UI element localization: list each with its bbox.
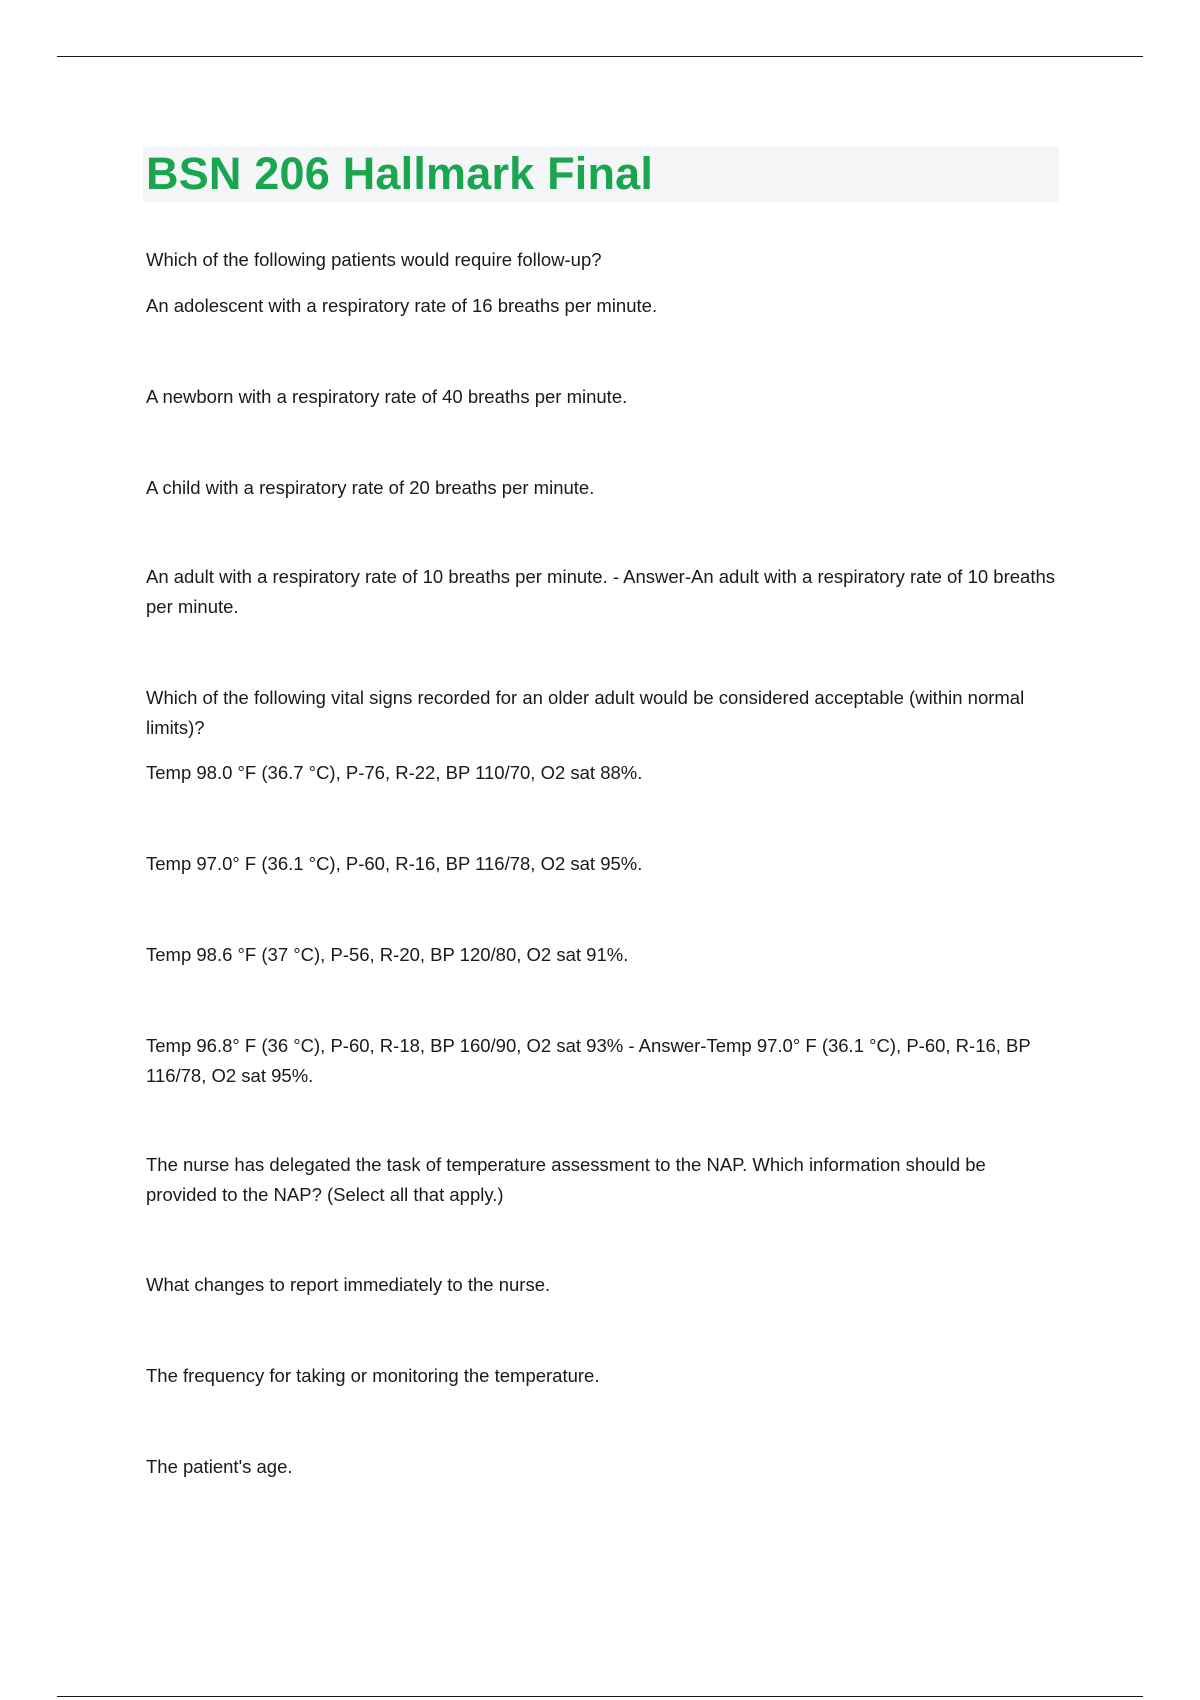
question-1-option-a: An adolescent with a respiratory rate of 16 breaths per minute. bbox=[146, 295, 658, 316]
question-1-option-b: A newborn with a respiratory rate of 40 breaths per minute. bbox=[146, 386, 628, 407]
question-2-option-b: Temp 97.0° F (36.1 °C), P-60, R-16, BP 116/78, O2 sat 95%. bbox=[146, 853, 643, 874]
question-3: The nurse has delegated the task of temperature assessment to the NAP. Which information should be provided to the NAP? (Select all that apply.) bbox=[146, 1154, 986, 1205]
question-2: Which of the following vital signs recorded for an older adult would be considered acceptable (within normal limits)? bbox=[146, 687, 1025, 738]
question-3-option-c: The patient's age. bbox=[146, 1456, 293, 1477]
question-2-option-a: Temp 98.0 °F (36.7 °C), P-76, R-22, BP 110/70, O2 sat 88%. bbox=[146, 762, 643, 783]
document-title: BSN 206 Hallmark Final bbox=[146, 148, 654, 199]
question-2-option-d-answer: Temp 96.8° F (36 °C), P-60, R-18, BP 160/90, O2 sat 93% - Answer-Temp 97.0° F (36.1 °C), P-60, R-16, BP 116/78, O2 sat 95%. bbox=[146, 1035, 1031, 1086]
question-3-option-b: The frequency for taking or monitoring the temperature. bbox=[146, 1365, 600, 1386]
question-2-option-c: Temp 98.6 °F (37 °C), P-56, R-20, BP 120/80, O2 sat 91%. bbox=[146, 944, 629, 965]
top-rule bbox=[57, 56, 1143, 57]
bottom-rule bbox=[57, 1696, 1143, 1697]
question-1-option-c: A child with a respiratory rate of 20 breaths per minute. bbox=[146, 477, 595, 498]
question-1-option-d-answer: An adult with a respiratory rate of 10 breaths per minute. - Answer-An adult with a respiratory rate of 10 breaths per minute. bbox=[146, 566, 1056, 617]
question-1: Which of the following patients would require follow-up? bbox=[146, 249, 602, 270]
question-3-option-a: What changes to report immediately to the nurse. bbox=[146, 1274, 551, 1295]
